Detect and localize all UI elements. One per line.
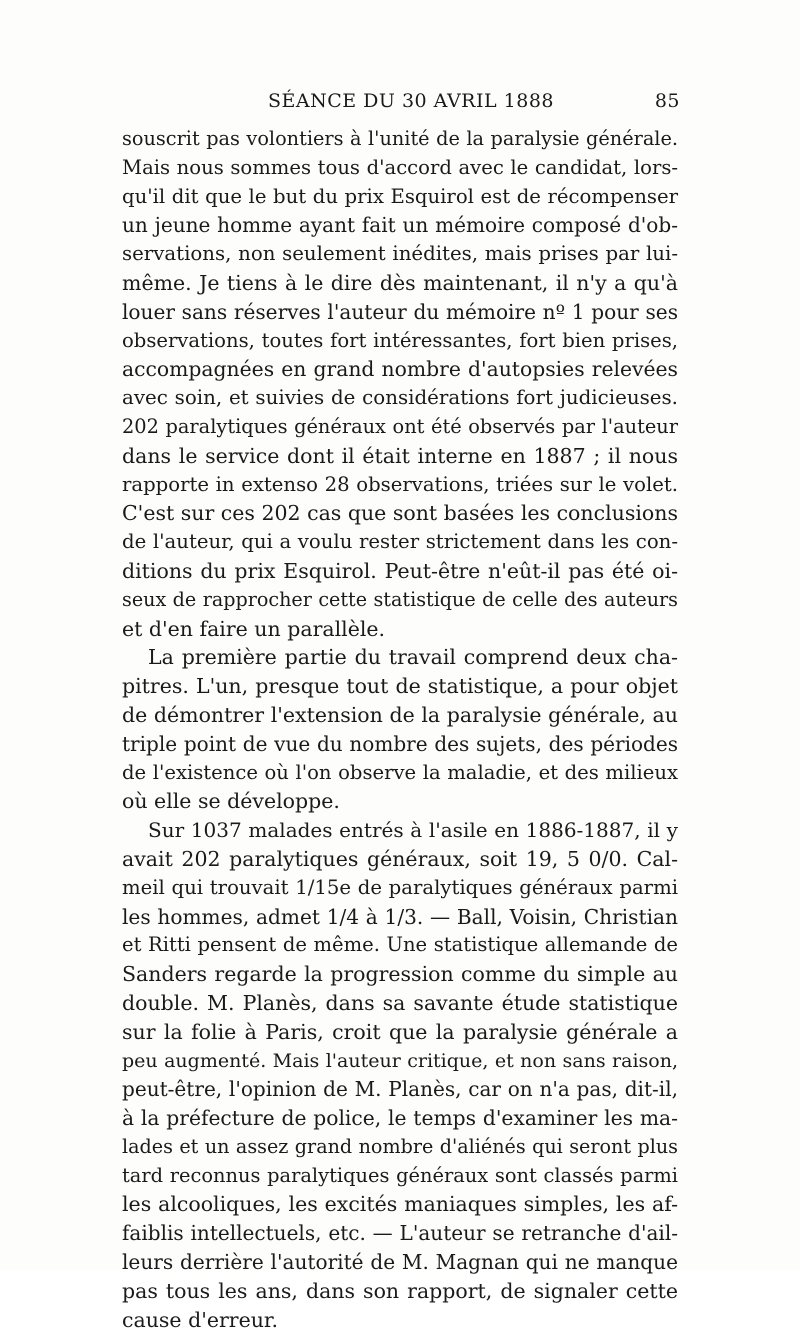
text-line: La première partie du travail comprend deux cha-: [148, 645, 678, 670]
text-line: servations, non seulement inédites, mais prises par lui-: [122, 242, 678, 266]
text-line: dans le service dont il était interne en 1887 ; il nous: [122, 443, 678, 468]
page-number: 85: [654, 90, 680, 112]
text-line: pas tous les ans, dans son rapport, de signaler cette: [122, 1278, 678, 1303]
text-line: tard reconnus paralytiques généraux sont classés parmi: [122, 1163, 678, 1187]
text-line: seux de rapprocher cette statistique de celle des auteurs: [122, 587, 678, 611]
text-line: les hommes, admet 1/4 à 1/3. — Ball, Voisin, Christian: [122, 904, 678, 929]
running-head: [118, 90, 680, 118]
text-line: cause d'erreur.: [122, 1307, 278, 1332]
text-line: et Ritti pensent de même. Une statistique allemande de: [122, 933, 678, 957]
text-line: Sur 1037 malades entrés à l'asile en 1886-1887, il y: [148, 818, 678, 843]
text-line: triple point de vue du nombre des sujets, des périodes: [122, 731, 678, 756]
text-line: Mais nous sommes tous d'accord avec le candidat, lors-: [122, 155, 678, 179]
text-line: Sanders regarde la progression comme du simple au: [122, 962, 678, 987]
text-line: rapporte in extenso 28 observations, triées sur le volet.: [122, 472, 678, 496]
text-line: avec soin, et suivies de considérations fort judicieuses.: [122, 386, 678, 410]
text-line: qu'il dit que le but du prix Esquirol est de récompenser: [122, 184, 678, 208]
text-line: meil qui trouvait 1/15e de paralytiques généraux parmi: [122, 875, 678, 899]
text-line: où elle se développe.: [122, 789, 340, 814]
text-line: leurs derrière l'autorité de M. Magnan qui ne manque: [122, 1250, 678, 1275]
text-line: un jeune homme ayant fait un mémoire composé d'ob-: [122, 213, 678, 238]
text-line: de l'existence où l'on observe la maladie, et des milieux: [122, 760, 678, 784]
text-line: de démontrer l'extension de la paralysie générale, au: [122, 702, 678, 727]
text-line: peu augmenté. Mais l'auteur critique, et non sans raison,: [122, 1049, 678, 1072]
text-line: avait 202 paralytiques généraux, soit 19, 5 0/0. Cal-: [122, 846, 678, 871]
text-line: souscrit pas volontiers à l'unité de la paralysie générale.: [122, 127, 678, 150]
text-line: même. Je tiens à le dire dès maintenant, il n'y a qu'à: [122, 270, 678, 295]
text-line: de l'auteur, qui a voulu rester strictement dans les con-: [122, 530, 678, 554]
text-line: observations, toutes fort intéressantes, fort bien prises,: [122, 328, 678, 352]
text-line: C'est sur ces 202 cas que sont basées les conclusions: [122, 501, 678, 526]
text-line: faiblis intellectuels, etc. — L'auteur se retranche d'ail-: [122, 1221, 678, 1246]
text-line: lades et un assez grand nombre d'aliénés qui seront plus: [122, 1134, 678, 1158]
text-line: peut-être, l'opinion de M. Planès, car on n'a pas, dit-il,: [122, 1077, 678, 1102]
text-line: accompagnées en grand nombre d'autopsies relevées: [122, 357, 678, 382]
text-line: les alcooliques, les excités maniaques simples, les af-: [122, 1192, 678, 1217]
text-line: à la préfecture de police, le temps d'examiner les ma-: [122, 1106, 678, 1131]
text-line: louer sans réserves l'auteur du mémoire nº 1 pour ses: [122, 299, 678, 324]
text-line: double. M. Planès, dans sa savante étude statistique: [122, 990, 678, 1015]
text-line: et d'en faire un parallèle.: [122, 616, 386, 641]
text-line: sur la folie à Paris, croit que la paralysie générale a: [122, 1019, 678, 1044]
text-line: 202 paralytiques généraux ont été observés par l'auteur: [122, 414, 678, 438]
text-line: ditions du prix Esquirol. Peut-être n'eût-il pas été oi-: [122, 558, 678, 583]
text-line: pitres. L'un, presque tout de statistique, a pour objet: [122, 674, 678, 699]
body-text: [122, 125, 678, 1334]
running-title: SÉANCE DU 30 AVRIL 1888: [268, 90, 554, 112]
